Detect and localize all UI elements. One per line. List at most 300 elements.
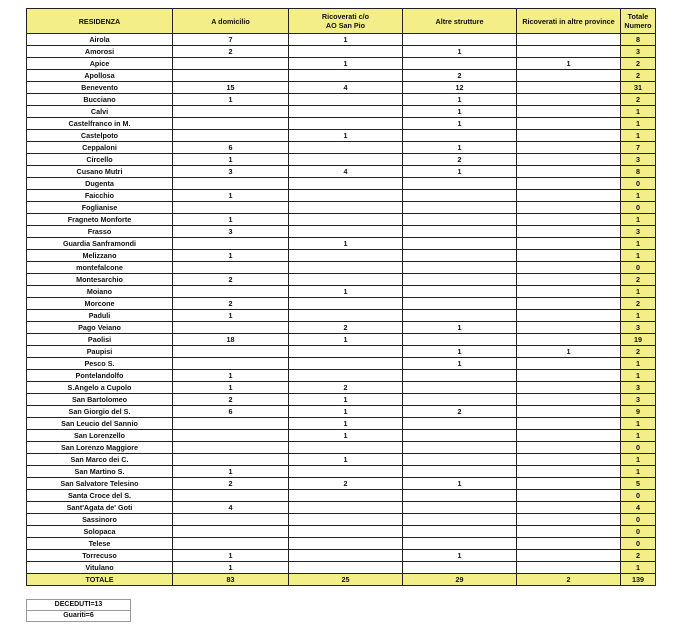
totals-row	[27, 574, 656, 586]
cell-totale-numero: 0	[621, 514, 656, 526]
table-row	[27, 190, 656, 202]
cell-a-domicilio: 1	[173, 550, 289, 562]
cell-ricoverati-san-pio	[289, 226, 403, 238]
totals-ricoverati-san-pio: 25	[289, 574, 403, 586]
header-altre-province: Ricoverati in altre province	[517, 9, 621, 34]
cell-residenza: San Martino S.	[27, 466, 173, 478]
cell-totale-numero: 31	[621, 82, 656, 94]
cell-residenza: Santa Croce del S.	[27, 490, 173, 502]
cell-altre-province	[517, 310, 621, 322]
cell-altre-strutture	[403, 34, 517, 46]
cell-altre-strutture	[403, 58, 517, 70]
cell-a-domicilio: 1	[173, 94, 289, 106]
table-row	[27, 286, 656, 298]
cell-residenza: Airola	[27, 34, 173, 46]
cell-altre-strutture	[403, 250, 517, 262]
totals-altre-province: 2	[517, 574, 621, 586]
cell-ricoverati-san-pio: 1	[289, 406, 403, 418]
cell-residenza: San Lorenzello	[27, 430, 173, 442]
cell-ricoverati-san-pio: 4	[289, 82, 403, 94]
cell-altre-province	[517, 334, 621, 346]
cell-altre-strutture	[403, 418, 517, 430]
cell-residenza: Calvi	[27, 106, 173, 118]
cell-a-domicilio	[173, 454, 289, 466]
table-header-row	[27, 9, 656, 34]
cell-ricoverati-san-pio: 1	[289, 286, 403, 298]
cell-a-domicilio	[173, 346, 289, 358]
cell-a-domicilio: 2	[173, 46, 289, 58]
cell-altre-strutture	[403, 538, 517, 550]
cell-altre-province	[517, 262, 621, 274]
table-row	[27, 178, 656, 190]
table-row	[27, 202, 656, 214]
cell-ricoverati-san-pio	[289, 214, 403, 226]
cell-totale-numero: 8	[621, 34, 656, 46]
cell-ricoverati-san-pio	[289, 490, 403, 502]
cell-residenza: San Giorgio del S.	[27, 406, 173, 418]
header-altre-strutture: Altre strutture	[403, 9, 517, 34]
cell-altre-province: 1	[517, 346, 621, 358]
cell-totale-numero: 1	[621, 286, 656, 298]
cell-altre-strutture	[403, 226, 517, 238]
cell-totale-numero: 3	[621, 322, 656, 334]
table-row	[27, 226, 656, 238]
cell-altre-strutture: 1	[403, 166, 517, 178]
cell-altre-province	[517, 526, 621, 538]
cell-totale-numero: 2	[621, 94, 656, 106]
totals-label: TOTALE	[27, 574, 173, 586]
cell-a-domicilio	[173, 118, 289, 130]
cell-altre-province	[517, 322, 621, 334]
cell-altre-strutture	[403, 334, 517, 346]
cell-ricoverati-san-pio	[289, 442, 403, 454]
cell-totale-numero: 2	[621, 274, 656, 286]
cell-a-domicilio: 1	[173, 250, 289, 262]
cell-altre-province	[517, 238, 621, 250]
cell-totale-numero: 1	[621, 190, 656, 202]
cell-altre-province	[517, 226, 621, 238]
cell-a-domicilio	[173, 322, 289, 334]
cell-ricoverati-san-pio: 4	[289, 166, 403, 178]
cell-a-domicilio	[173, 262, 289, 274]
cell-ricoverati-san-pio	[289, 262, 403, 274]
cell-residenza: Pesco S.	[27, 358, 173, 370]
cell-ricoverati-san-pio	[289, 298, 403, 310]
table-row	[27, 322, 656, 334]
cell-altre-strutture	[403, 454, 517, 466]
cell-totale-numero: 1	[621, 106, 656, 118]
cell-a-domicilio: 1	[173, 466, 289, 478]
cell-altre-strutture	[403, 430, 517, 442]
cell-totale-numero: 1	[621, 130, 656, 142]
cell-a-domicilio: 1	[173, 310, 289, 322]
cell-ricoverati-san-pio	[289, 46, 403, 58]
table-row	[27, 46, 656, 58]
cell-altre-province	[517, 562, 621, 574]
cell-a-domicilio	[173, 238, 289, 250]
table-row	[27, 538, 656, 550]
table-row	[27, 466, 656, 478]
cell-totale-numero: 1	[621, 358, 656, 370]
cell-ricoverati-san-pio	[289, 526, 403, 538]
cell-totale-numero: 1	[621, 430, 656, 442]
cell-ricoverati-san-pio: 1	[289, 238, 403, 250]
cell-ricoverati-san-pio: 1	[289, 58, 403, 70]
cell-altre-province	[517, 118, 621, 130]
header-ricoverati-san-pio: Ricoverati c/o AO San Pio	[289, 9, 403, 34]
cell-altre-strutture: 1	[403, 118, 517, 130]
cell-totale-numero: 9	[621, 406, 656, 418]
cell-altre-province	[517, 82, 621, 94]
cell-altre-strutture	[403, 370, 517, 382]
cell-altre-strutture	[403, 382, 517, 394]
cell-altre-province	[517, 298, 621, 310]
table-row	[27, 94, 656, 106]
table-row	[27, 394, 656, 406]
cell-altre-province	[517, 106, 621, 118]
table-row	[27, 118, 656, 130]
header-a-domicilio: A domicilio	[173, 9, 289, 34]
cell-a-domicilio	[173, 130, 289, 142]
cell-ricoverati-san-pio	[289, 358, 403, 370]
cell-a-domicilio: 6	[173, 142, 289, 154]
table-row	[27, 274, 656, 286]
cell-altre-province	[517, 394, 621, 406]
cell-altre-province	[517, 154, 621, 166]
cell-a-domicilio: 3	[173, 166, 289, 178]
cell-ricoverati-san-pio	[289, 538, 403, 550]
cell-ricoverati-san-pio: 1	[289, 130, 403, 142]
cell-ricoverati-san-pio	[289, 274, 403, 286]
cell-ricoverati-san-pio: 2	[289, 322, 403, 334]
cell-totale-numero: 2	[621, 70, 656, 82]
table-row	[27, 238, 656, 250]
cell-residenza: Moiano	[27, 286, 173, 298]
table-row	[27, 454, 656, 466]
cell-altre-province	[517, 166, 621, 178]
cell-totale-numero: 2	[621, 550, 656, 562]
cell-ricoverati-san-pio: 2	[289, 382, 403, 394]
cell-ricoverati-san-pio	[289, 106, 403, 118]
cell-totale-numero: 4	[621, 502, 656, 514]
totals-totale-numero: 139	[621, 574, 656, 586]
cell-altre-province	[517, 46, 621, 58]
cell-totale-numero: 0	[621, 262, 656, 274]
cell-a-domicilio	[173, 442, 289, 454]
cell-a-domicilio: 1	[173, 562, 289, 574]
cell-altre-strutture	[403, 562, 517, 574]
cell-altre-province	[517, 550, 621, 562]
totals-altre-strutture: 29	[403, 574, 517, 586]
cell-altre-strutture: 1	[403, 346, 517, 358]
cell-altre-strutture	[403, 262, 517, 274]
cell-totale-numero: 0	[621, 442, 656, 454]
cell-altre-strutture	[403, 310, 517, 322]
cell-altre-strutture	[403, 298, 517, 310]
cell-a-domicilio	[173, 286, 289, 298]
cell-totale-numero: 3	[621, 394, 656, 406]
cell-altre-province	[517, 442, 621, 454]
cell-totale-numero: 5	[621, 478, 656, 490]
cell-altre-province	[517, 370, 621, 382]
cell-a-domicilio: 18	[173, 334, 289, 346]
cell-altre-strutture	[403, 202, 517, 214]
cell-residenza: Castelpoto	[27, 130, 173, 142]
table-row	[27, 442, 656, 454]
cell-altre-province	[517, 490, 621, 502]
cell-totale-numero: 8	[621, 166, 656, 178]
cell-ricoverati-san-pio: 1	[289, 34, 403, 46]
cell-ricoverati-san-pio	[289, 118, 403, 130]
cell-altre-province	[517, 94, 621, 106]
cell-residenza: S.Angelo a Cupolo	[27, 382, 173, 394]
cell-ricoverati-san-pio	[289, 562, 403, 574]
cell-totale-numero: 1	[621, 214, 656, 226]
cell-altre-strutture	[403, 214, 517, 226]
table-row	[27, 346, 656, 358]
cell-totale-numero: 1	[621, 238, 656, 250]
cell-residenza: Pago Veiano	[27, 322, 173, 334]
cell-residenza: Amorosi	[27, 46, 173, 58]
cell-altre-strutture	[403, 130, 517, 142]
cell-altre-strutture: 1	[403, 106, 517, 118]
cell-altre-strutture: 2	[403, 70, 517, 82]
cell-residenza: Apollosa	[27, 70, 173, 82]
header-residenza: RESIDENZA	[27, 9, 173, 34]
table-row	[27, 154, 656, 166]
cell-ricoverati-san-pio	[289, 154, 403, 166]
cell-altre-strutture	[403, 178, 517, 190]
cell-ricoverati-san-pio: 1	[289, 394, 403, 406]
table-row	[27, 562, 656, 574]
cell-residenza: Paupisi	[27, 346, 173, 358]
table-row	[27, 34, 656, 46]
cell-residenza: montefalcone	[27, 262, 173, 274]
cell-altre-province	[517, 70, 621, 82]
cell-totale-numero: 3	[621, 46, 656, 58]
cell-altre-strutture: 1	[403, 142, 517, 154]
table-row	[27, 58, 656, 70]
cell-residenza: Solopaca	[27, 526, 173, 538]
cell-altre-province	[517, 478, 621, 490]
cell-altre-province	[517, 538, 621, 550]
cell-residenza: Montesarchio	[27, 274, 173, 286]
cell-residenza: Fragneto Monforte	[27, 214, 173, 226]
table-row	[27, 490, 656, 502]
cell-altre-province	[517, 190, 621, 202]
cell-ricoverati-san-pio	[289, 70, 403, 82]
cell-altre-province	[517, 34, 621, 46]
table-row	[27, 166, 656, 178]
cell-altre-strutture: 2	[403, 154, 517, 166]
table-row	[27, 310, 656, 322]
cell-totale-numero: 3	[621, 154, 656, 166]
table-row	[27, 478, 656, 490]
cell-residenza: Telese	[27, 538, 173, 550]
cell-a-domicilio	[173, 526, 289, 538]
cell-a-domicilio	[173, 430, 289, 442]
cell-ricoverati-san-pio	[289, 178, 403, 190]
cell-ricoverati-san-pio	[289, 202, 403, 214]
table-row	[27, 502, 656, 514]
cell-residenza: San Salvatore Telesino	[27, 478, 173, 490]
table-row	[27, 106, 656, 118]
table-row	[27, 262, 656, 274]
table-row	[27, 382, 656, 394]
cell-altre-strutture: 1	[403, 358, 517, 370]
cell-residenza: Pontelandolfo	[27, 370, 173, 382]
cell-altre-strutture	[403, 502, 517, 514]
cell-residenza: Melizzano	[27, 250, 173, 262]
cell-a-domicilio: 7	[173, 34, 289, 46]
cell-altre-province	[517, 142, 621, 154]
cell-residenza: Benevento	[27, 82, 173, 94]
table-row	[27, 370, 656, 382]
cell-residenza: Cusano Mutri	[27, 166, 173, 178]
cell-a-domicilio	[173, 358, 289, 370]
guariti-count: Guariti=6	[27, 611, 131, 622]
cell-altre-province	[517, 502, 621, 514]
cell-ricoverati-san-pio	[289, 466, 403, 478]
cell-residenza: Frasso	[27, 226, 173, 238]
cell-a-domicilio: 2	[173, 298, 289, 310]
cell-ricoverati-san-pio	[289, 514, 403, 526]
cell-altre-province	[517, 430, 621, 442]
table-row	[27, 406, 656, 418]
cell-totale-numero: 0	[621, 202, 656, 214]
cell-ricoverati-san-pio	[289, 550, 403, 562]
cell-a-domicilio: 2	[173, 478, 289, 490]
cell-a-domicilio	[173, 538, 289, 550]
cell-totale-numero: 0	[621, 490, 656, 502]
cell-a-domicilio: 1	[173, 190, 289, 202]
cell-altre-province	[517, 214, 621, 226]
cell-a-domicilio	[173, 58, 289, 70]
cell-a-domicilio: 1	[173, 214, 289, 226]
covid-cases-table	[26, 8, 656, 586]
cell-a-domicilio: 15	[173, 82, 289, 94]
cell-totale-numero: 1	[621, 454, 656, 466]
cell-ricoverati-san-pio	[289, 370, 403, 382]
cell-residenza: Faicchio	[27, 190, 173, 202]
cell-altre-province	[517, 274, 621, 286]
cell-totale-numero: 2	[621, 58, 656, 70]
table-row	[27, 130, 656, 142]
cell-residenza: Sant'Agata de' Goti	[27, 502, 173, 514]
table-row	[27, 214, 656, 226]
cell-residenza: San Lorenzo Maggiore	[27, 442, 173, 454]
cell-ricoverati-san-pio: 1	[289, 334, 403, 346]
cell-a-domicilio	[173, 178, 289, 190]
cell-a-domicilio	[173, 514, 289, 526]
cell-residenza: Castelfranco in M.	[27, 118, 173, 130]
cell-a-domicilio: 2	[173, 394, 289, 406]
cell-ricoverati-san-pio: 1	[289, 454, 403, 466]
cell-a-domicilio: 4	[173, 502, 289, 514]
table-row	[27, 430, 656, 442]
table-row	[27, 358, 656, 370]
cell-residenza: Paduli	[27, 310, 173, 322]
cell-residenza: Guardia Sanframondi	[27, 238, 173, 250]
cell-altre-strutture	[403, 466, 517, 478]
table-row	[27, 70, 656, 82]
cell-totale-numero: 0	[621, 538, 656, 550]
cell-a-domicilio	[173, 106, 289, 118]
table-row	[27, 550, 656, 562]
cell-altre-province	[517, 406, 621, 418]
table-row	[27, 82, 656, 94]
cell-residenza: San Marco dei C.	[27, 454, 173, 466]
cell-altre-strutture	[403, 274, 517, 286]
cell-altre-strutture: 1	[403, 94, 517, 106]
cell-altre-province	[517, 178, 621, 190]
cell-totale-numero: 3	[621, 382, 656, 394]
cell-totale-numero: 0	[621, 526, 656, 538]
cell-altre-strutture: 1	[403, 478, 517, 490]
cell-a-domicilio: 1	[173, 370, 289, 382]
cell-ricoverati-san-pio	[289, 142, 403, 154]
table-row	[27, 526, 656, 538]
cell-residenza: Ceppaloni	[27, 142, 173, 154]
cell-altre-strutture	[403, 238, 517, 250]
cell-altre-province	[517, 514, 621, 526]
cell-residenza: Dugenta	[27, 178, 173, 190]
cell-altre-strutture: 12	[403, 82, 517, 94]
cell-residenza: Circello	[27, 154, 173, 166]
cell-ricoverati-san-pio	[289, 310, 403, 322]
cell-altre-province	[517, 454, 621, 466]
cell-altre-strutture	[403, 286, 517, 298]
table-row	[27, 250, 656, 262]
outcome-summary	[26, 599, 131, 622]
cell-a-domicilio	[173, 490, 289, 502]
cell-residenza: Apice	[27, 58, 173, 70]
cell-altre-province	[517, 466, 621, 478]
cell-a-domicilio	[173, 202, 289, 214]
cell-altre-strutture	[403, 394, 517, 406]
cell-totale-numero: 1	[621, 466, 656, 478]
cell-altre-strutture	[403, 442, 517, 454]
cell-altre-province: 1	[517, 58, 621, 70]
cell-totale-numero: 1	[621, 250, 656, 262]
cell-totale-numero: 3	[621, 226, 656, 238]
table-row	[27, 514, 656, 526]
table-row	[27, 298, 656, 310]
cell-a-domicilio: 1	[173, 154, 289, 166]
cell-altre-province	[517, 130, 621, 142]
cell-totale-numero: 1	[621, 418, 656, 430]
cell-altre-province	[517, 418, 621, 430]
cell-a-domicilio: 6	[173, 406, 289, 418]
cell-ricoverati-san-pio	[289, 250, 403, 262]
cell-totale-numero: 2	[621, 346, 656, 358]
cell-ricoverati-san-pio	[289, 94, 403, 106]
cell-ricoverati-san-pio: 2	[289, 478, 403, 490]
cell-altre-province	[517, 250, 621, 262]
cell-a-domicilio	[173, 70, 289, 82]
cell-a-domicilio: 1	[173, 382, 289, 394]
cell-residenza: Bucciano	[27, 94, 173, 106]
cell-totale-numero: 1	[621, 370, 656, 382]
cell-residenza: San Leucio del Sannio	[27, 418, 173, 430]
deceduti-count: DECEDUTI=13	[27, 600, 131, 611]
cell-a-domicilio	[173, 418, 289, 430]
cell-residenza: Sassinoro	[27, 514, 173, 526]
cell-altre-strutture: 1	[403, 550, 517, 562]
cell-residenza: Vitulano	[27, 562, 173, 574]
cell-altre-strutture	[403, 514, 517, 526]
cell-altre-strutture: 1	[403, 46, 517, 58]
